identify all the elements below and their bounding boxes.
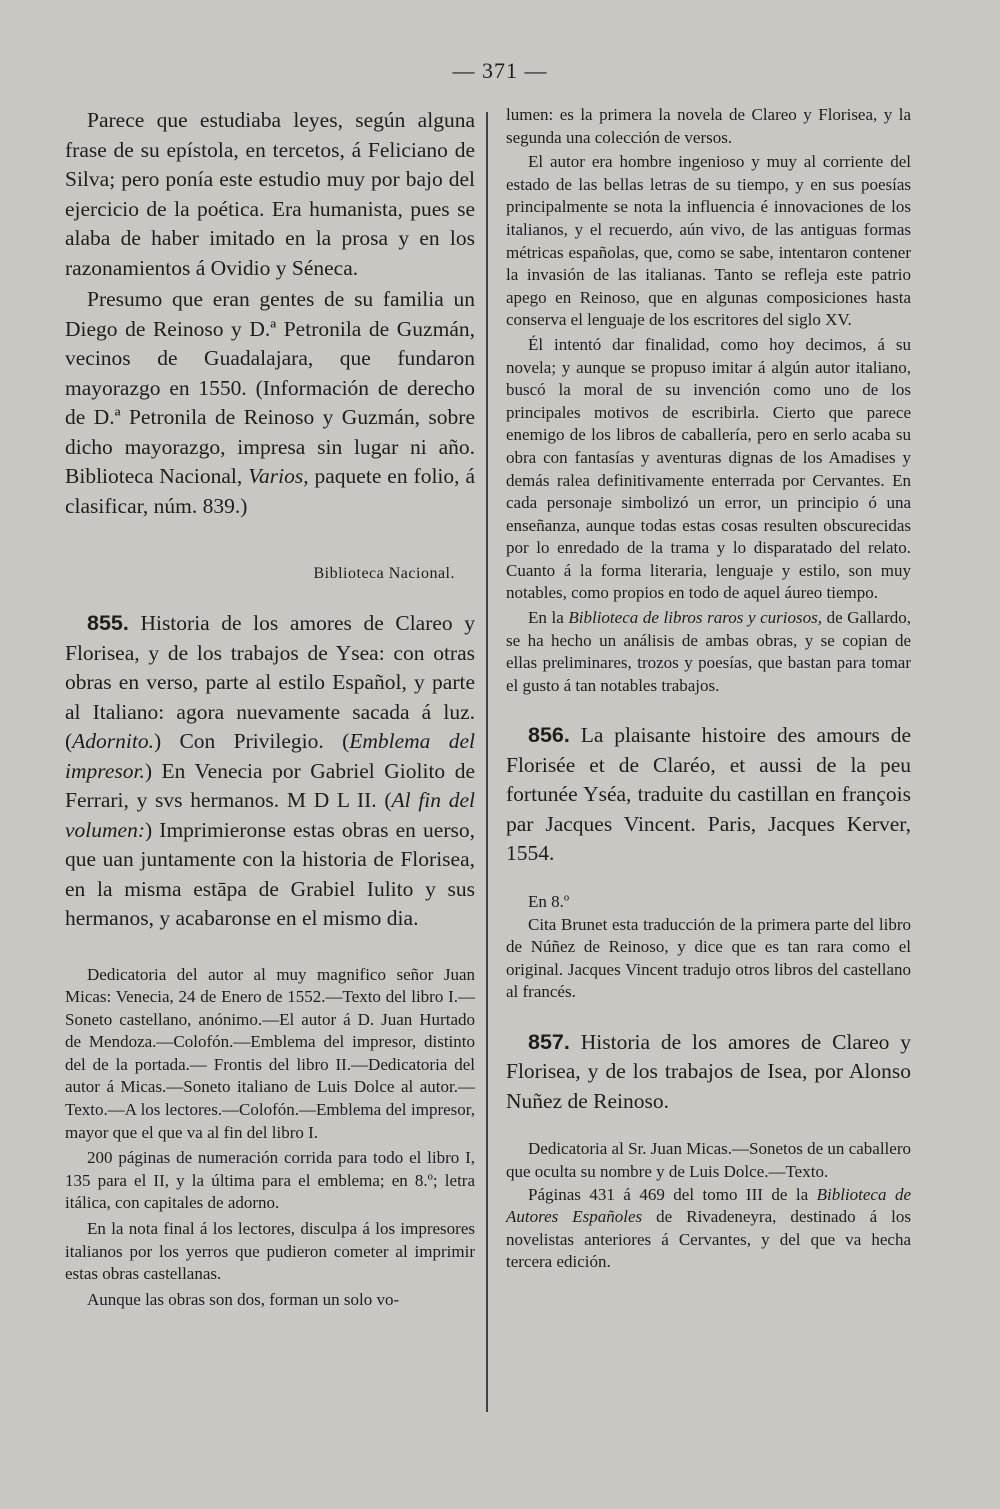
note-printers: En la nota final á los lectores, disculpa á los impresores italianos por los yerros que pudieron cometer al imprimir estas obras castellanas. bbox=[65, 1219, 475, 1284]
location-label: Biblioteca Nacional. bbox=[313, 565, 455, 582]
entry-number: 856. bbox=[528, 723, 570, 748]
paragraph-humanist: Parece que estudiaba leyes, según alguna frase de su epístola, en tercetos, á Feliciano de Silva; pero ponía este estudio muy por bajo del ejercicio de la poética. Era humanista, pues se alaba de haber imitado en la prosa y en los razonamientos á Ovidio y Séneca. bbox=[65, 108, 475, 280]
entry-855: 855. Historia de los amores de Clareo y Florisea, y de los trabajos de Ysea: con otras obras en verso, parte al estilo Español, y parte al Italiano: agora nuevamente sacada á luz. (Adornito.) Con Privilegio. (Emblema del impresor.) En Venecia por Gabriel Giolito de Ferrari, y svs hermanos. M D L II. (Al fin del volumen:) Imprimieronse estas obras en uerso, que uan juntamente con la historia de Florisea, en la misma estāpa de Grabiel Iulito y sus hermanos, y acabaronse en el mismo dia. bbox=[65, 611, 475, 930]
note-dedication: Dedicatoria al Sr. Juan Micas.—Sonetos de un caballero que oculta su nombre y de Luis Dolce.—Texto. bbox=[506, 1139, 911, 1181]
paragraph-brunet: Cita Brunet esta traducción de la primera parte del libro de Núñez de Reinoso, y dice que es tan rara como el original. Jacques Vincent tradujo otros libros del castellano al francés. bbox=[506, 914, 911, 1002]
note-volume: Aunque las obras son dos, forman un solo vo- bbox=[87, 1289, 400, 1309]
paragraph-family: Presumo que eran gentes de su familia un Diego de Reinoso y D.ª Petronila de Guzmán, vecinos de Guadalajara, que fundaron mayorazgo en 1550. (Información de derecho de D.ª Petronila de Reinoso y Guzmán, sobre dicho mayorazgo, impresa sin lugar ni año. Biblioteca Nacional, Varios, paquete en folio, á clasificar, núm. 839.) bbox=[65, 287, 476, 518]
format-note: En 8.º bbox=[528, 891, 570, 911]
note-contents: Dedicatoria del autor al muy magnifico señor Juan Micas: Venecia, 24 de Enero de 1552.—Texto del libro I.—Soneto castellano, anónimo.—El autor á D. Juan Hurtado de Mendoza.—Colofón.—Emblema del impresor, distinto del de la portada.— Frontis del libro II.—Dedicatoria del autor á Micas.—Soneto italiano de Luis Dolce al autor.—Texto.—A los lectores.—Colofón.—Emblema del impresor, mayor que el que va al fin del libro I. bbox=[65, 964, 475, 1142]
entry-number: 857. bbox=[528, 1029, 570, 1054]
paragraph-author: El autor era hombre ingenioso y muy al corriente del estado de las bellas letras de su tiempo, y en sus poesías principalmente se nota la influencia é innovaciones de los italianos, y el recuerdo, aún vivo, de las antiguas formas métricas españolas, que, como se sabe, intentaron contener la invasión de las italianas. Tanto se refleja este patrio apego en Reinoso, que en algunas composiciones hasta conserva el lenguaje de los escritores del siglo XV. bbox=[506, 152, 911, 330]
entry-857: 857. Historia de los amores de Clareo y Florisea, y de los trabajos de Isea, por Alonso Nuñez de Reinoso. bbox=[506, 1029, 911, 1113]
note-rivadeneyra: Páginas 431 á 469 del tomo III de la Biblioteca de Autores Españoles de Rivadeneyra, destinado á los novelistas anteriores á Cervantes, y del que va hecha tercera edición. bbox=[506, 1184, 911, 1272]
right-column bbox=[506, 100, 911, 1274]
note-pagination: 200 páginas de numeración corrida para todo el libro I, 135 para el II, y la última para el emblema; en 8.º; letra itálica, con capitales de adorno. bbox=[65, 1148, 475, 1213]
entry-number: 855. bbox=[87, 611, 129, 635]
page-number: — 371 — bbox=[452, 58, 548, 83]
paragraph-finality: Él intentó dar finalidad, como hoy decimos, á su novela; y aunque se propuso imitar á algún autor italiano, buscó la moral de su invención como uno de los principales motivos de escribirla. Cierto que parece enemigo de los libros de caballería, pero en serlo acaba su obra con fantasías y aventuras dignas de los Amadises y demás ralea definitivamente enterrada por Cervantes. En cada personaje simbolizó un error, un principio ó una enseñanza, aunque todas estas cosas resulten obscurecidas por lo enredado de la trama y lo disparatado del relato. Cuanto á la forma literaria, lenguaje y estilo, son muy notables, como propios en todo de aquel áureo tiempo. bbox=[506, 334, 911, 603]
column-divider bbox=[486, 112, 488, 1412]
left-column bbox=[65, 100, 475, 1311]
entry-856: 856. La plaisante histoire des amours de Florisée et de Claréo, et aussi de la peu fortunée Yséa, traduite du castillan en françois par Jacques Vincent. Paris, Jacques Kerver, 1554. bbox=[506, 723, 911, 866]
paragraph-volume-cont: lumen: es la primera la novela de Clareo y Florisea, y la segunda una colección de versos. bbox=[506, 105, 911, 147]
paragraph-gallardo: En la Biblioteca de libros raros y curiosos, de Gallardo, se ha hecho un análisis de ambas obras, y se copian de ellas preliminares, trozos y poesías, que bastan para tomar el gusto á tan notables trabajos. bbox=[506, 608, 912, 695]
